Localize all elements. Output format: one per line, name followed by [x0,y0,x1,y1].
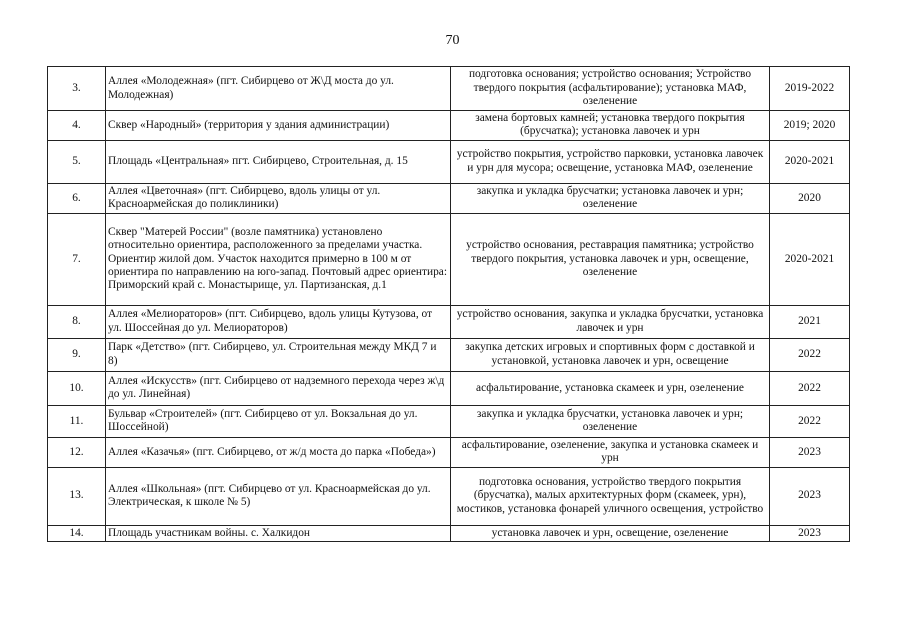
works-description: подготовка основания; устройство основания; Устройство твердого покрытия (асфальтирование); установка МАФ, озеленение [451,67,770,111]
object-name: Аллея «Искусств» (пгт. Сибирцево от надземного перехода через ж\д до ул. Линейная) [106,371,451,405]
object-name: Площадь участникам войны. с. Халкидон [106,525,451,541]
object-name: Бульвар «Строителей» (пгт. Сибирцево от ул. Вокзальная до ул. Шоссейной) [106,405,451,437]
implementation-years: 2021 [770,305,850,338]
object-name: Аллея «Казачья» (пгт. Сибирцево, от ж/д моста до парка «Победа») [106,437,451,467]
row-number: 10. [48,371,106,405]
row-number: 14. [48,525,106,541]
implementation-years: 2022 [770,405,850,437]
table-row [48,467,850,525]
works-description: подготовка основания, устройство твердого покрытия (брусчатка), малых архитектурных форм (скамеек, урн), мостиков, установка фонарей уличного освещения, устройство [451,467,770,525]
row-number: 12. [48,437,106,467]
object-name: Сквер "Матерей России" (возле памятника) установлено относительно ориентира, расположенного за пределами участка. Ориентир жилой дом. Участок находится примерно в 100 м от ориентира по направлению на юго-запад. Почтовый адрес ориентира: Приморский край с. Монастырище, ул. Партизанская, д.1 [106,213,451,305]
implementation-years: 2020-2021 [770,140,850,183]
object-name: Аллея «Мелиораторов» (пгт. Сибирцево, вдоль улицы Кутузова, от ул. Шоссейная до ул. Мелиораторов) [106,305,451,338]
row-number: 11. [48,405,106,437]
row-number: 4. [48,111,106,141]
table-row [48,140,850,183]
implementation-years: 2023 [770,525,850,541]
table-row [48,111,850,141]
works-description: закупка и укладка брусчатки; установка лавочек и урн; озеленение [451,183,770,213]
works-description: замена бортовых камней; установка твердого покрытия (брусчатка); установка лавочек и урн [451,111,770,141]
works-description: асфальтирование, озеленение, закупка и установка скамеек и урн [451,437,770,467]
row-number: 7. [48,213,106,305]
table-row [48,338,850,371]
table-row [48,525,850,541]
works-description: установка лавочек и урн, освещение, озеленение [451,525,770,541]
row-number: 5. [48,140,106,183]
object-name: Парк «Детство» (пгт. Сибирцево, ул. Строительная между МКД 7 и 8) [106,338,451,371]
table-row [48,437,850,467]
implementation-years: 2023 [770,437,850,467]
row-number: 9. [48,338,106,371]
works-description: устройство покрытия, устройство парковки, установка лавочек и урн для мусора; освещение, установка МАФ, озеленение [451,140,770,183]
object-name: Площадь «Центральная» пгт. Сибирцево, Строительная, д. 15 [106,140,451,183]
table-row [48,213,850,305]
works-description: закупка детских игровых и спортивных форм с доставкой и установкой, установка лавочек и урн, освещение [451,338,770,371]
table-row [48,67,850,111]
object-name: Сквер «Народный» (территория у здания администрации) [106,111,451,141]
implementation-years: 2019; 2020 [770,111,850,141]
row-number: 13. [48,467,106,525]
object-name: Аллея «Школьная» (пгт. Сибирцево от ул. Красноармейская до ул. Электрическая, к школе № 5) [106,467,451,525]
row-number: 6. [48,183,106,213]
table-row [48,183,850,213]
works-description: устройство основания, закупка и укладка брусчатки, установка лавочек и урн [451,305,770,338]
implementation-years: 2022 [770,371,850,405]
table-row [48,405,850,437]
implementation-years: 2023 [770,467,850,525]
works-description: закупка и укладка брусчатки, установка лавочек и урн; озеленение [451,405,770,437]
table-row [48,371,850,405]
object-name: Аллея «Цветочная» (пгт. Сибирцево, вдоль улицы от ул. Красноармейская до поликлиники) [106,183,451,213]
works-description: асфальтирование, установка скамеек и урн, озеленение [451,371,770,405]
object-name: Аллея «Молодежная» (пгт. Сибирцево от Ж\Д моста до ул. Молодежная) [106,67,451,111]
table-row [48,305,850,338]
page-number: 70 [445,33,460,48]
works-description: устройство основания, реставрация памятника; устройство твердого покрытия, установка лавочек и урн, освещение, озеленение [451,213,770,305]
row-number: 8. [48,305,106,338]
implementation-years: 2022 [770,338,850,371]
works-table [47,66,850,542]
implementation-years: 2020-2021 [770,213,850,305]
implementation-years: 2020 [770,183,850,213]
row-number: 3. [48,67,106,111]
implementation-years: 2019-2022 [770,67,850,111]
